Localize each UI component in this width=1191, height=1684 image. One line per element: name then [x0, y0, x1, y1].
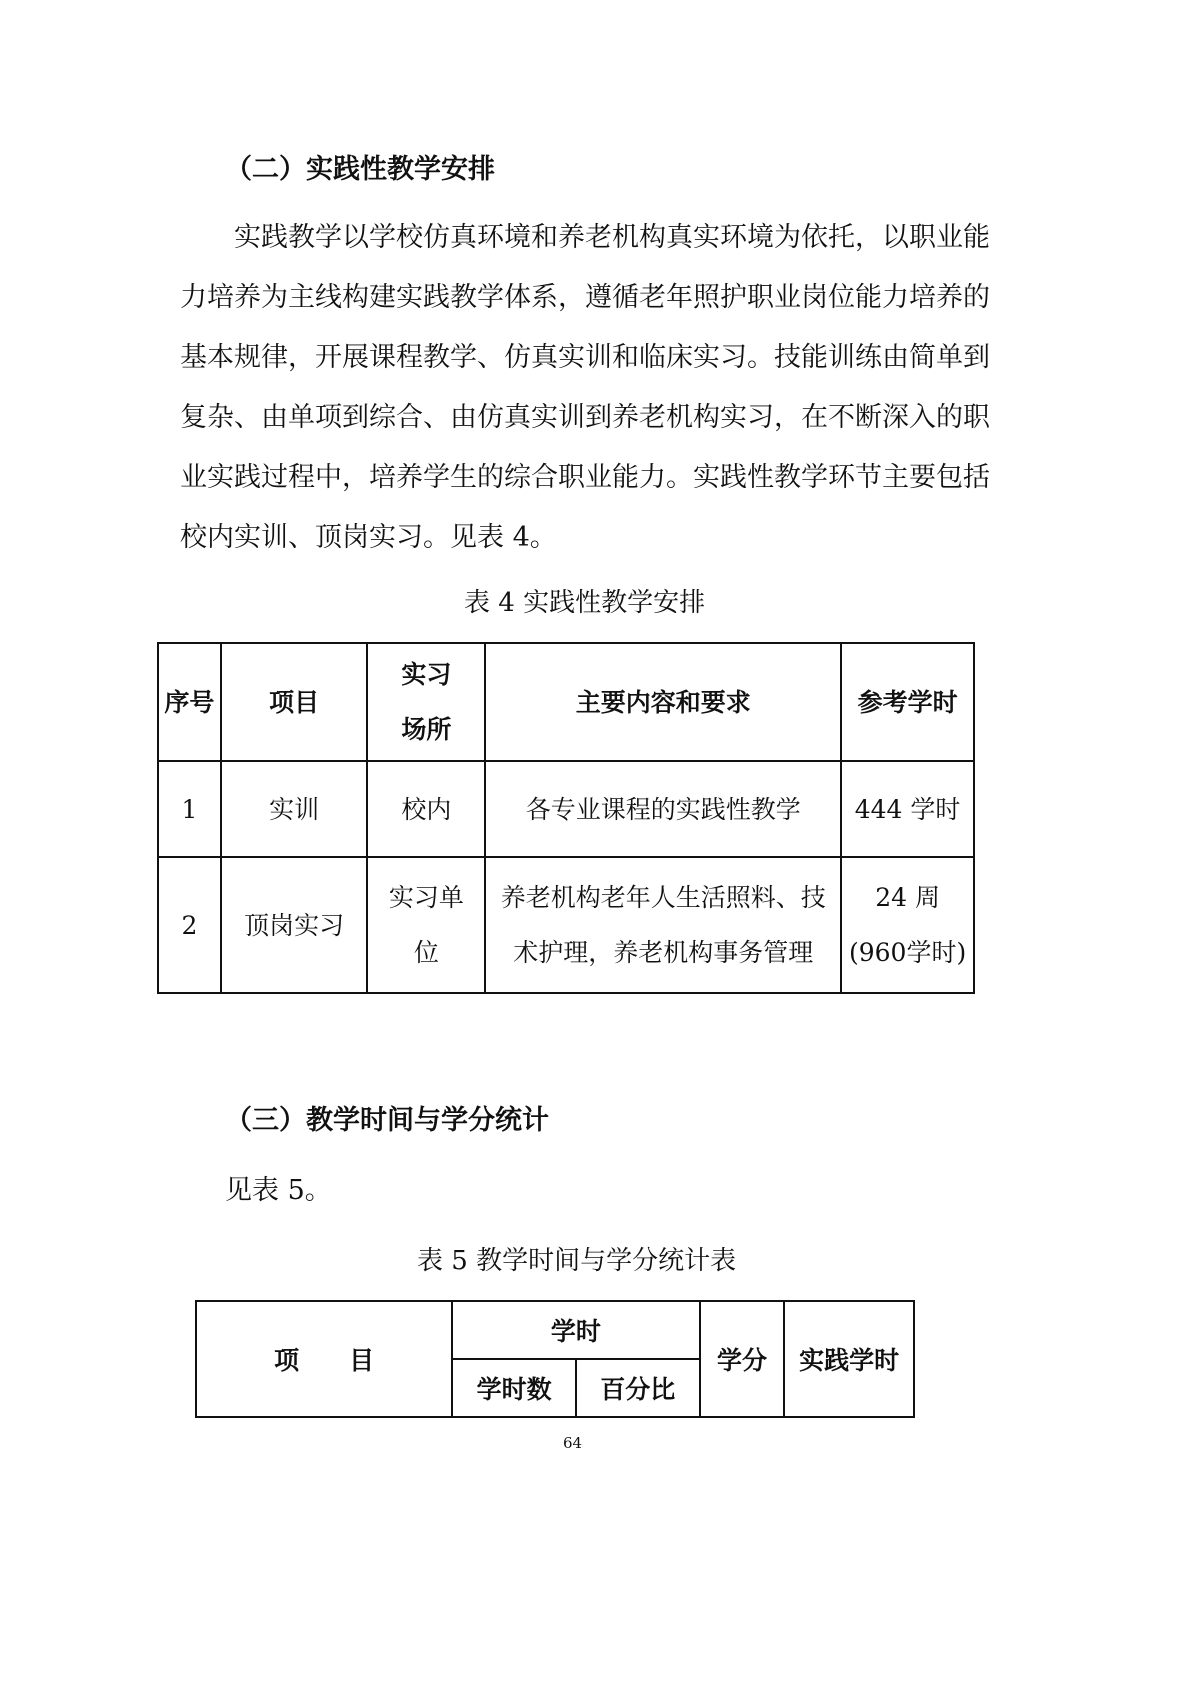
- table-4-caption: 表 4 实践性教学安排: [464, 588, 706, 618]
- header-hours: 参考学时: [841, 643, 974, 761]
- header-practice-hours: 实践学时: [784, 1301, 914, 1417]
- section-3-paragraph: 见表 5。: [225, 1175, 332, 1206]
- table-5-caption: 表 5 教学时间与学分统计表: [417, 1246, 737, 1276]
- header-item: 项目: [221, 643, 368, 761]
- section-2-paragraph: [180, 208, 1020, 568]
- table-row: [158, 761, 974, 857]
- header-percent: 百分比: [576, 1359, 700, 1417]
- cell-hours: 444 学时: [841, 761, 974, 857]
- header-item: 项 目: [196, 1301, 452, 1417]
- paragraph-line: 实践教学以学校仿真环境和养老机构真实环境为依托，以职业能: [234, 222, 990, 253]
- header-content: 主要内容和要求: [485, 643, 841, 761]
- table-header-row: [158, 643, 974, 761]
- table-row: [158, 857, 974, 993]
- table-header-row: [196, 1301, 914, 1359]
- cell-content: 养老机构老年人生活照料、技术护理，养老机构事务管理: [485, 857, 841, 993]
- paragraph-line: 校内实训、顶岗实习。见表 4。: [180, 522, 557, 553]
- paragraph-line: 业实践过程中，培养学生的综合职业能力。实践性教学环节主要包括: [180, 462, 990, 493]
- cell-item: 顶岗实习: [221, 857, 368, 993]
- cell-hours: 24 周(960学时): [841, 857, 974, 993]
- cell-place: 实习单位: [367, 857, 485, 993]
- header-place: 实习场所: [367, 643, 485, 761]
- cell-content: 各专业课程的实践性教学: [485, 761, 841, 857]
- table-4: [157, 642, 975, 994]
- cell-no: 1: [158, 761, 221, 857]
- page-number: 64: [563, 1434, 583, 1452]
- paragraph-line: 基本规律，开展课程教学、仿真实训和临床实习。技能训练由简单到: [180, 342, 990, 373]
- section-3-heading: （三）教学时间与学分统计: [225, 1105, 549, 1136]
- table-5: [195, 1300, 915, 1418]
- section-2-heading: （二）实践性教学安排: [225, 154, 495, 185]
- paragraph-line: 复杂、由单项到综合、由仿真实训到养老机构实习，在不断深入的职: [180, 402, 990, 433]
- cell-no: 2: [158, 857, 221, 993]
- header-credits: 学分: [700, 1301, 785, 1417]
- header-no: 序号: [158, 643, 221, 761]
- cell-item: 实训: [221, 761, 368, 857]
- paragraph-line: 力培养为主线构建实践教学体系，遵循老年照护职业岗位能力培养的: [180, 282, 990, 313]
- header-hours-count: 学时数: [452, 1359, 576, 1417]
- cell-place: 校内: [367, 761, 485, 857]
- header-hours-group: 学时: [452, 1301, 699, 1359]
